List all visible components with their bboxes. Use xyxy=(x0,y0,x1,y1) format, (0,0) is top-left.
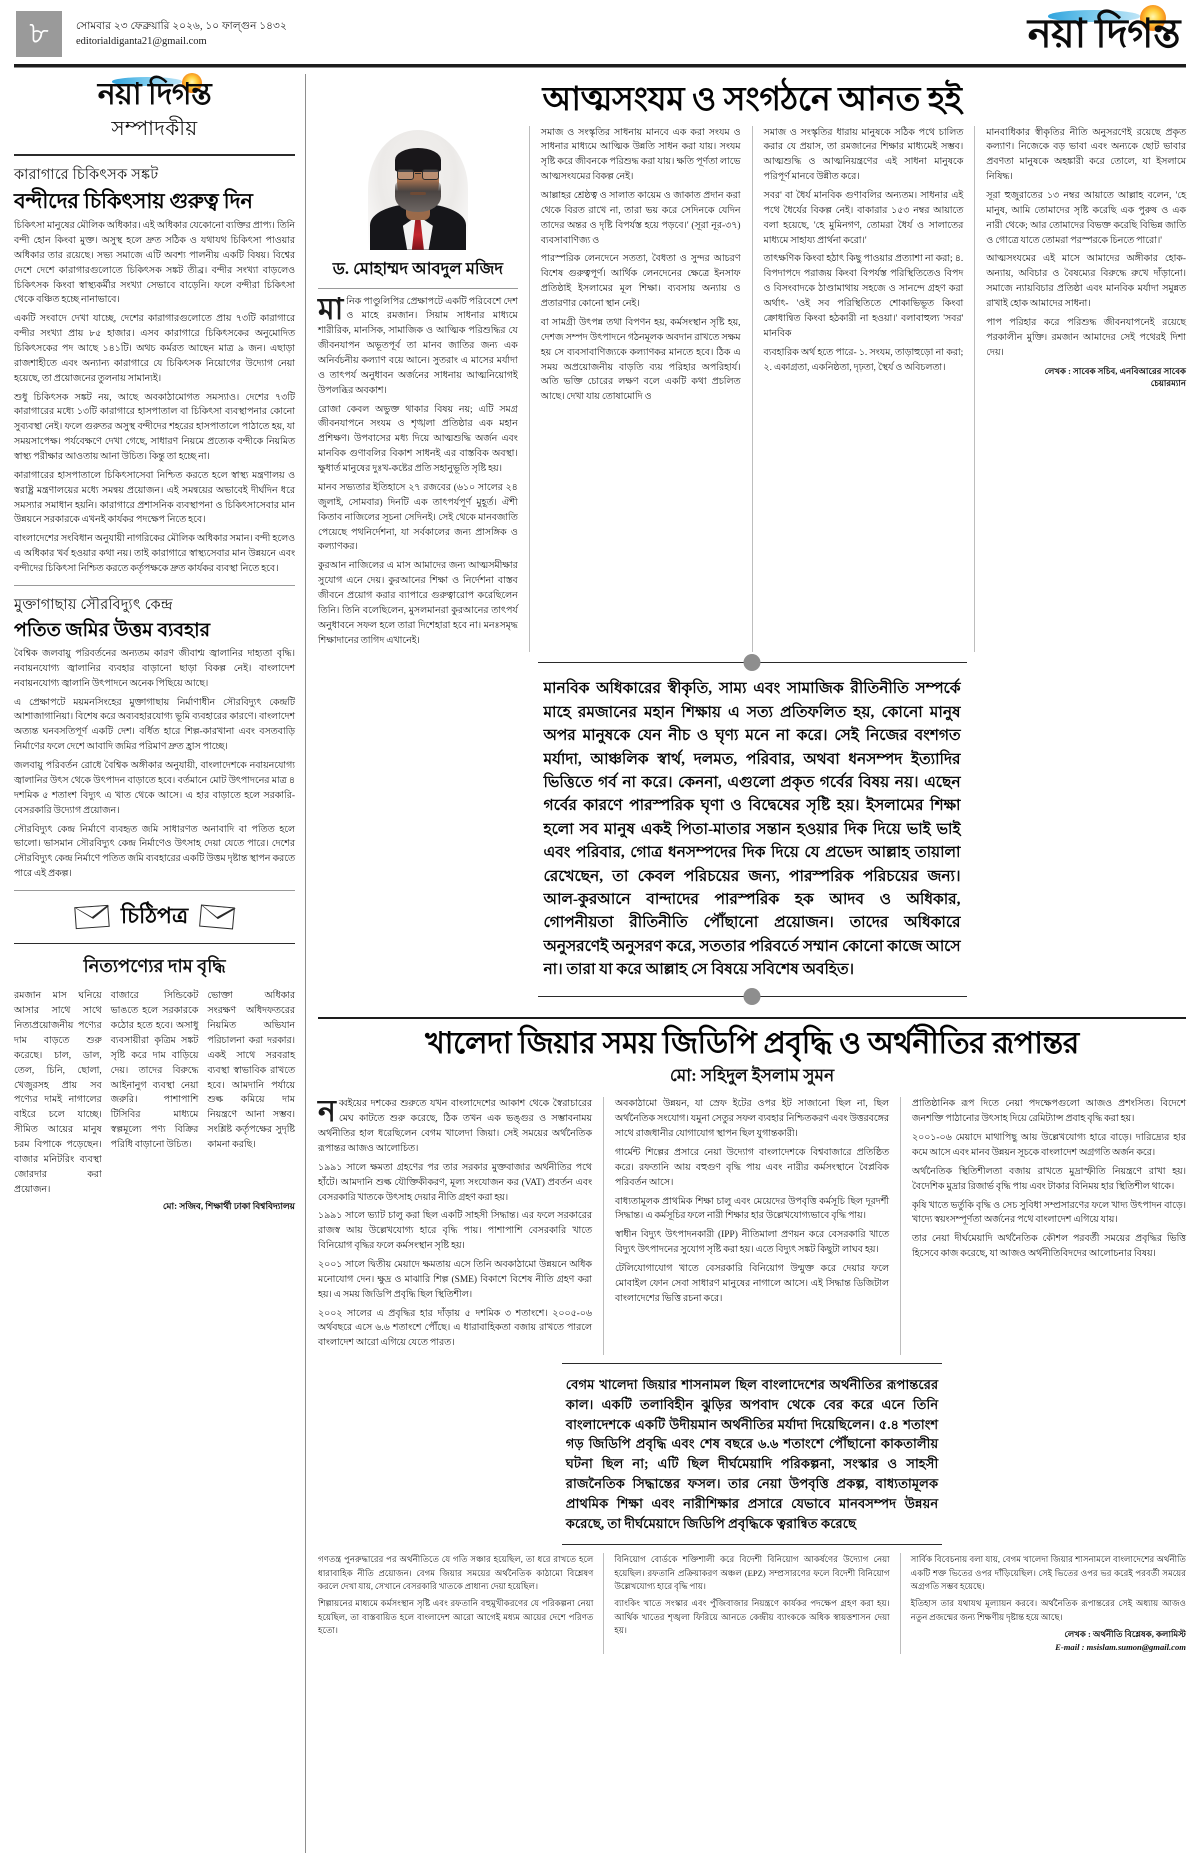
masthead-meta xyxy=(76,19,1028,49)
paragraph: বাংলাদেশের সংবিধান অনুযায়ী নাগরিকের মৌলিক অধিকার সমান। বন্দী হলেও এ অধিকার খর্ব হওয়ার কথা নয়। তাই কারাগারে স্বাস্থ্যসেবার মান উন্নয়নে এবং বন্দীদের চিকিৎসা নিশ্চিত করতে কর্তৃপক্ষকে দ্রুত কার্যকর ব্যবস্থা নিতে হবে। xyxy=(14,534,295,575)
paragraph: কুরআন নাজিলের এ মাস আমাদের জন্য আত্মসমীক্ষার সুযোগ এনে দেয়। কুরআনের শিক্ষা ও নির্দেশনা বাস্তব জীবনে প্রয়োগ করার ব্যাপারে গুরুত্বারোপ করেছিলেন তিনি। তিনি বলেছিলেন, মুসলমানরা কুরআনের তাৎপর্য অনুধাবনে সফল হলে তারা দিশেহারা হবে না। মনঃসমৃদ্ধ শিক্ষাদানের তাগিদ এখানেই। xyxy=(318,561,518,646)
credit-line: লেখক : অর্থনীতি বিশ্লেষক, কলামিস্ট xyxy=(1064,1629,1186,1640)
article-2-bottom-body-2 xyxy=(614,1553,889,1637)
letter-signature: মো: সজিব, শিক্ষার্থী ঢাকা বিশ্ববিদ্যালয় xyxy=(162,1201,295,1212)
letter-column-2: বাজারে সিন্ডিকেট ভাঙতে হলে সরকারকে কঠোর হতে হবে। অসাধু ব্যবসায়ীরা কৃত্রিম সঙ্কট সৃষ্টি করে দাম বাড়িয়ে দেয়। তাদের বিরুদ্ধে আইনানুগ ব্যবস্থা নেয়া জরুরি। পাশাপাশি টিসিবির মাধ্যমে স্বল্পমূল্যে পণ্য বিক্রির পরিধি বাড়ানো উচিত। xyxy=(110,991,199,1151)
paragraph: সৌরবিদ্যুৎ কেন্দ্র নির্মাণে ব্যবহৃত জমি সাধারণত অনাবাদি বা পতিত হলে ভালো। ভাসমান সৌরবিদ্যুৎ কেন্দ্র নির্মাণেও উৎসাহ দেয়া যেতে পারে। দেশের সৌরবিদ্যুৎ কেন্দ্র নির্মাণে পতিত জমি ব্যবহারের একটি উত্তম দৃষ্টান্ত স্থাপন করতে পারে এই প্রকল্প। xyxy=(14,824,295,880)
article-2-credit xyxy=(911,1628,1186,1654)
page-number-badge xyxy=(16,11,62,57)
masthead xyxy=(0,0,1200,62)
letters-columns xyxy=(14,989,295,1197)
letters-divider xyxy=(14,890,295,891)
page-number: ৮ xyxy=(29,17,49,50)
article-1-author: ড. মোহাম্মদ আবদুল মজিদ xyxy=(332,258,504,278)
article-1-body-4 xyxy=(986,126,1186,361)
naya-diganta-logo[interactable] xyxy=(1027,11,1180,56)
article-2-quote-row xyxy=(318,1355,1186,1553)
articles-column xyxy=(306,74,1186,1853)
article-1-quote-row xyxy=(318,652,1186,1006)
editorial-section-label: সম্পাদকীয় xyxy=(111,118,198,140)
letter-column-3: ভোক্তা অধিকার সংরক্ষণ অধিদফতরের নিয়মিত অভিযান পরিচালনা করা দরকার। একই সাথে সরবরাহ ব্যবস্থা স্বাভাবিক রাখতে হবে। আমদানি পর্যায়ে শুল্ক কমিয়ে দাম নিয়ন্ত্রণে আনা সম্ভব। সংশ্লিষ্ট কর্তৃপক্ষের সুদৃষ্টি কামনা করছি। xyxy=(207,991,296,1151)
pullquote-text: মানবিক অধিকারের স্বীকৃতি, সাম্য এবং সামাজিক রীতিনীতি সম্পর্কে মাহে রমজানের মহান শিক্ষায় এ সত্য প্রতিফলিত হয়, কোনো মানুষ অপর মানুষকে যেন নীচ ও ঘৃণ্য মনে না করে। সেই নিজের বংশগত মর্যাদা, আঞ্চলিক স্বার্থ, দলমত, পরিবার, অথবা ধনসম্পদ ইত্যাদির ভিত্তিতে গর্ব না করে। কেননা, এগুলো প্রকৃত গর্বের বিষয় নয়। এছেন গর্বের কারণে পারস্পরিক ঘৃণা ও বিদ্বেষের সৃষ্টি হয়। ইসলামের শিক্ষা হলো সব মানুষ একই পিতা-মাতার সন্তান হওয়ার দিক দিয়ে ভাই ভাই এবং পরিবার, গোত্র ধনসম্পদের দিক দিয়ে যে প্রভেদ আল্লাহ তায়ালা রেখেছেন, তা কেবল পরিচয়ের জন্য, পারস্পরিক পরিচয়ের জন্য। আল-কুরআনে বান্দাদের পারস্পরিক হক আদব ও অধিকার, গোপনীয়তা রীতিনীতি পৌঁছানো প্রয়োজন। তাদের অধিকারে অনুসরণেই অনুসরণ করে, সততার পরিবর্তে সম্মান কোনো কাজে আসে না। তারা যা করে আল্লাহ সে বিষয়ে সবিশেষ অবহিত। xyxy=(543,680,961,979)
article-2-bottom-body-3 xyxy=(911,1553,1186,1624)
editorial-logo xyxy=(98,80,211,110)
letter-column-1: রমজান মাস ঘনিয়ে আসার সাথে সাথে নিত্যপ্রয়োজনীয় পণ্যের দাম বাড়তে শুরু করেছে। চাল, ডাল, তেল, চিনি, ছোলা, খেজুরসহ প্রায় সব পণ্যের দামই নাগালের বাইরে চলে যাচ্ছে। সীমিত আয়ের মানুষ চরম বিপাকে পড়েছেন। বাজার মনিটরিং ব্যবস্থা জোরদার করা প্রয়োজন। xyxy=(14,991,102,1195)
editorial-item-divider xyxy=(14,585,295,586)
article-2 xyxy=(318,1019,1186,1654)
paragraph: তাৎক্ষণিক কিংবা হঠাৎ কিছু পাওয়ার প্রত্যাশা না করা; ৪. বিপদাপদে পরাজয় কিংবা বিপর্যস্ত পরিস্থিতিতেও বিপদ ও বিসংবাদকে ঠাণ্ডামাথায় সহজে ও সানন্দে গ্রহণ করা অর্থাৎ- 'ওই সব পরিস্থিতিতে শোকাভিভূত কিংবা ক্রোধান্বিত কিংবা হঠকারী না হওয়া।' বলাবাহুল্য 'সবর' মানবিক xyxy=(763,254,964,339)
editorial-body-1 xyxy=(14,219,295,577)
logo-wordmark: নয়া দিগন্ত xyxy=(1027,11,1180,56)
paragraph: গার্মেন্ট শিল্পের প্রসারে নেয়া উদ্যোগ বাংলাদেশকে বিশ্ববাজারে প্রতিষ্ঠিত করে। রফতানি আয় বহুগুণ বৃদ্ধি পায় এবং নারীর কর্মসংস্থানে বৈপ্লবিক পরিবর্তন আসে। xyxy=(615,1147,889,1188)
editorial-brand xyxy=(14,74,295,112)
paragraph: চিকিৎসা মানুষের মৌলিক অধিকার। এই অধিকার যেকোনো ব্যক্তির প্রাপ্য। তিনি বন্দী হোন কিংবা মুক্ত। অসুস্থ হলে দ্রুত সঠিক ও যথাযথ চিকিৎসা পাওয়ার অধিকার তার রয়েছে। সভ্য সমাজে এটি অবশ্য পালনীয় একটি বিষয়। বিশ্বের দেশে দেশে কারাগারগুলোতে চিকিৎসক সঙ্কট তীব্র। বন্দীর সংখ্যা বাড়লেও চিকিৎসক কিংবা স্বাস্থ্যকর্মীর সংখ্যা সেভাবে বাড়েনি। ফলে বন্দীরা চিকিৎসা থেকে বঞ্চিত হচ্ছে নানাভাবে। xyxy=(14,221,295,306)
article-1-column-2 xyxy=(529,126,741,653)
article-1-top-columns xyxy=(318,126,1186,653)
paragraph: গণতন্ত্র পুনরুদ্ধারের পর অর্থনীতিতে যে গতি সঞ্চার হয়েছিল, তা ধরে রাখতে হলে ধারাবাহিক নীতি প্রয়োজন। বেগম জিয়ার সময়ের অর্থনৈতিক কাঠামো বিশ্লেষণ করলে দেখা যায়, সেখানে বেসরকারি খাতকে প্রাধান্য দেয়া হয়েছিল। xyxy=(318,1554,594,1592)
quote-dot-bottom-icon xyxy=(744,988,761,1005)
article-1-column-1 xyxy=(318,126,518,653)
paragraph: নব্বইয়ের দশকের শুরুতে যখন বাংলাদেশের আকাশ থেকে স্বৈরাচারের মেঘ কাটতে শুরু করেছে, ঠিক তখন এক ভঙ্গুর ও সম্ভাবনাময় অর্থনীতির হাল ধরেছিলেন বেগম খালেদা জিয়া। সেই সময়ের অর্থনৈতিক রূপান্তর আজও আলোচিত। xyxy=(318,1095,592,1154)
article-2-body-3 xyxy=(912,1097,1186,1262)
article-2-pullquote xyxy=(562,1363,942,1545)
paragraph: ২০০১-০৬ মেয়াদে মাথাপিছু আয় উল্লেখযোগ্য হারে বাড়ে। দারিদ্র্যের হার কমে আসে এবং মানব উন্নয়ন সূচকে বাংলাদেশ অগ্রগতি অর্জন করে। xyxy=(912,1133,1186,1158)
paragraph: কৃষি খাতে ভর্তুকি বৃদ্ধি ও সেচ সুবিধা সম্প্রসারণের ফলে খাদ্য উৎপাদন বাড়ে। খাদ্যে স্বয়ংসম্পূর্ণতা অর্জনের পথে বাংলাদেশ এগিয়ে যায়। xyxy=(912,1200,1186,1226)
article-1 xyxy=(318,74,1186,1007)
paragraph: শুধু চিকিৎসক সঙ্কট নয়, আছে অবকাঠামোগত সমস্যাও। দেশের ৭৩টি কারাগারের মধ্যে ১৩টি কারাগারে হাসপাতাল বা চিকিৎসা ব্যবস্থাপনার কোনো সুব্যবস্থা নেই। ফলে গুরুতর অসুস্থ বন্দীদের শহরের হাসপাতালে পাঠাতে হয়, যা সময়সাপেক্ষ। পর্যবেক্ষণে দেখা গেছে, সাধারণ নিয়মে প্রত্যেক বন্দীকে নিয়মিত স্বাস্থ্য পরীক্ষার আওতায় আনা উচিত। কিন্তু তা হচ্ছে না। xyxy=(14,392,295,462)
paragraph: ১৯৯১ সালে ভ্যাট চালু করা ছিল একটি সাহসী সিদ্ধান্ত। এর ফলে সরকারের রাজস্ব আয় উল্লেখযোগ্য হারে বৃদ্ধি পায়। পাশাপাশি বেসরকারি খাতে বিনিয়োগ বৃদ্ধির ফলে কর্মসংস্থান সৃষ্টি হয়। xyxy=(318,1211,592,1252)
editorial-headline[interactable]: বন্দীদের চিকিৎসায় গুরুত্ব দিন xyxy=(14,188,253,213)
paragraph: ইতিহাস তার যথাযথ মূল্যায়ন করবে। অর্থনৈতিক রূপান্তরের সেই অধ্যায় আজও নতুন প্রজন্মের জন্য শিক্ষণীয় দৃষ্টান্ত হয়ে আছে। xyxy=(910,1598,1186,1622)
credit-email[interactable]: E-mail : msislam.sumon@gmail.com xyxy=(1055,1641,1186,1652)
paragraph: বিনিয়োগ বোর্ডকে শক্তিশালী করে বিদেশী বিনিয়োগ আকর্ষণের উদ্যোগ নেয়া হয়েছিল। রফতানি প্রক্রিয়াকরণ অঞ্চল (EPZ) সম্প্রসারণের ফলে বিদেশী বিনিয়োগ উল্লেখযোগ্য হারে বৃদ্ধি পায়। xyxy=(614,1554,890,1592)
paragraph: টেলিযোগাযোগ খাতে বেসরকারি বিনিয়োগ উন্মুক্ত করে দেয়ার ফলে মোবাইল ফোন সেবা সাধারণ মানুষের নাগালে আসে। এই সিদ্ধান্ত ডিজিটাল বাংলাদেশের ভিত্তি রচনা করে। xyxy=(615,1263,889,1304)
editorial-item-2 xyxy=(14,594,295,882)
quote-dot-top-icon xyxy=(744,654,761,671)
paragraph: প্রাতিষ্ঠানিক রূপ দিতে নেয়া পদক্ষেপগুলো আজও প্রশংসিত। বিদেশে জনশক্তি পাঠানোর উৎসাহ দিয়ে রেমিট্যান্স প্রবাহ বৃদ্ধি করা হয়। xyxy=(912,1099,1186,1125)
article-2-bottom-column-3 xyxy=(900,1553,1186,1653)
article-2-body-2 xyxy=(615,1097,889,1306)
paragraph: বা সামগ্রী উৎপন্ন তথা বিপণন হয়, কর্মসংস্থান সৃষ্টি হয়, দেশজ সম্পদ উৎপাদনে গঠনমূলক অবদান রাখতে সক্ষম হয় সে ব্যবসাবাণিজ্যকে কল্যাণকর মানতে হবে। ঠিক এ সময় অপ্রয়োজনীয় বাড়তি ব্যয় পরিহার অপরিহার্য। অতি ভক্তি চোরের লক্ষণ বলে একটি কথা প্রচলিত আছে। দেখা যায় তোষামোদি ও xyxy=(540,317,741,403)
paragraph: পারস্পরিক লেনদেনে সততা, বৈধতা ও সুন্দর আচরণ বিশেষ গুরুত্বপূর্ণ। আর্থিক লেনদেনের ক্ষেত্রে ইনসাফ প্রতিষ্ঠাই ইসলামের মূল শিক্ষা। ব্যবসায় অন্যায় ও প্রতারণার কোনো স্থান নেই। xyxy=(540,254,741,310)
mouth-shape xyxy=(410,192,426,195)
letters-rule xyxy=(14,943,295,945)
envelope-icon xyxy=(199,905,235,930)
paragraph: আত্মসংযমের এই মাসে আমাদের অঙ্গীকার হোক- অন্যায়, অবিচার ও বৈষম্যের বিরুদ্ধে রুখে দাঁড়ানো। সমাজে ন্যায়বিচার প্রতিষ্ঠা এবং মানবিক মর্যাদা সমুন্নত রাখাই হোক আমাদের সাধনা। xyxy=(986,254,1186,310)
paragraph: ২০০১ সালে দ্বিতীয় মেয়াদে ক্ষমতায় এসে তিনি অবকাঠামো উন্নয়নে অধিক মনোযোগ দেন। ক্ষুদ্র ও মাঝারি শিল্প (SME) বিকাশে বিশেষ নীতি গ্রহণ করা হয়। এ সময় জিডিপি প্রবৃদ্ধি ছিল স্থিতিশীল। xyxy=(318,1259,592,1300)
publication-date: সোমবার ২৩ ফেব্রুয়ারি ২০২৬, ১০ ফাল্গুন ১৪৩২ xyxy=(76,20,287,32)
paragraph: পাপ পরিহার করে পরিশুদ্ধ জীবনযাপনেই রয়েছে পরকালীন মুক্তি। রমজান আমাদের সেই পথেরই দিশা দেয়। xyxy=(986,317,1186,358)
paragraph: ব্যাংকিং খাতে সংস্কার এবং পুঁজিবাজার নিয়ন্ত্রণে কার্যকর পদক্ষেপ গ্রহণ করা হয়। আর্থিক খাতের শৃঙ্খলা ফিরিয়ে আনতে কেন্দ্রীয় ব্যাংককে অধিক স্বায়ত্তশাসন দেয়া হয়। xyxy=(614,1598,890,1636)
paragraph: এ প্রেক্ষাপটে ময়মনসিংহের মুক্তাগাছায় নির্মাণাধীন সৌরবিদ্যুৎ কেন্দ্রটি আশাজাগানিয়া। বিশেষ করে অব্যবহারযোগ্য ভূমি ব্যবহারের কারণে। বাংলাদেশ অত্যন্ত ঘনবসতিপূর্ণ একটি দেশ। বর্ধিত হারে শিল্প-কারখানা এবং বসতবাড়ি নির্মাণের ফলে দেশে আবাদি জমির পরিমাণ দ্রুত হ্রাস পাচ্ছে। xyxy=(14,697,295,753)
paragraph: ১৯৯১ সালে ক্ষমতা গ্রহণের পর তার সরকার মুক্তবাজার অর্থনীতির পথে হাঁটে। আমদানি শুল্ক যৌক্তিকীকরণ, মূল্য সংযোজন কর (VAT) প্রবর্তন এবং বেসরকারি খাতকে উৎসাহ দেয়ার নীতি গ্রহণ করা হয়। xyxy=(318,1162,592,1203)
paragraph: বৈশ্বিক জলবায়ু পরিবর্তনের অন্যতম কারণ জীবাশ্ম জ্বালানির দাহ্যতা বৃদ্ধি। নবায়নযোগ্য জ্বালানির ব্যবহার বাড়ানো ছাড়া বিকল্প নেই। বাংলাদেশ নবায়নযোগ্য জ্বালানি উৎপাদনে অনেক পিছিয়ে আছে। xyxy=(14,649,295,689)
article-1-headline[interactable]: আত্মসংযম ও সংগঠনে আনত হই xyxy=(542,82,962,118)
paragraph: অবকাঠামো উন্নয়ন, যা স্রেফ ইটের ওপর ইট সাজানো ছিল না, ছিল অর্থনৈতিক সংযোগ। যমুনা সেতুর সফল ব্যবহার নিশ্চিতকরণ এবং উত্তরবঙ্গের সাথে রাজধানীর যোগাযোগ স্থাপন ছিল যুগান্তকারী। xyxy=(615,1099,889,1140)
paragraph: অর্থনৈতিক স্থিতিশীলতা বজায় রাখতে মুদ্রাস্ফীতি নিয়ন্ত্রণে রাখা হয়। বৈদেশিক মুদ্রার রিজার্ভ বৃদ্ধি পায় এবং টাকার বিনিময় হার স্থিতিশীল থাকে। xyxy=(912,1166,1186,1192)
paragraph: সবর' বা ধৈর্য মানবিক গুণাবলির অন্যতম। সাধনার এই পথে ধৈর্যের বিকল্প নেই। বাকারার ১৫৩ নম্বর আয়াতে বলা হয়েছে, 'হে মুমিনগণ, তোমরা ধৈর্য ও সালাতের মাধ্যমে সাহায্য প্রার্থনা করো।' xyxy=(763,191,964,246)
article-2-top-columns xyxy=(318,1097,1186,1355)
article-1-body-1 xyxy=(318,292,518,649)
paragraph: তার নেয়া দীর্ঘমেয়াদি অর্থনৈতিক কৌশল পরবর্তী সময়ের প্রবৃদ্ধির ভিত্তি হিসেবে কাজ করেছে, যা আজও অর্থনীতিবিদদের আলোচনার বিষয়। xyxy=(912,1234,1186,1260)
paragraph: মানবাধিকার স্বীকৃতির নীতি অনুসরণেই রয়েছে প্রকৃত কল্যাণ। নিজেকে বড় ভাবা এবং অন্যকে ছোট ভাবার প্রবণতা মানুষকে অহঙ্কারী করে তোলে, যা ইসলামে নিষিদ্ধ। xyxy=(986,127,1186,183)
letters-headline[interactable]: নিত্যপণ্যের দাম বৃদ্ধি xyxy=(83,956,226,977)
editorial-item-1 xyxy=(14,164,295,577)
editorial-overline: কারাগারে চিকিৎসক সঙ্কট xyxy=(14,166,159,183)
article-2-bottom-column-1 xyxy=(318,1553,593,1653)
paragraph: স্বাধীন বিদ্যুৎ উৎপাদনকারী (IPP) নীতিমালা প্রণয়ন করে বেসরকারি খাতে বিদ্যুৎ উৎপাদনের সুযোগ সৃষ্টি করা হয়। এতে বিদ্যুৎ সঙ্কট কিছুটা লাঘব হয়। xyxy=(615,1230,889,1256)
article-1-pullquote xyxy=(538,662,967,996)
paragraph: শিল্পায়নের মাধ্যমে কর্মসংস্থান সৃষ্টি এবং রফতানি বহুমুখীকরণের যে পরিকল্পনা নেয়া হয়েছিল, তা বাস্তবায়িত হলে বাংলাদেশ আরো আগেই মধ্যম আয়ের দেশে পরিণত হতো। xyxy=(318,1598,594,1636)
editorial-column xyxy=(14,74,306,1853)
pullquote-text: বেগম খালেদা জিয়ার শাসনামল ছিল বাংলাদেশের অর্থনীতির রূপান্তরের কাল। একটি তলাবিহীন ঝুড়ির অপবাদ থেকে বের করে এনে তিনি বাংলাদেশকে একটি উদীয়মান অর্থনীতির মর্যাদা দিয়েছিলেন। ৫.৪ শতাংশ গড় জিডিপি প্রবৃদ্ধি এবং শেষ বছরে ৬.৬ শতাংশে পৌঁছানো কাকতালীয় ঘটনা ছিল না; এটি ছিল দীর্ঘমেয়াদি পরিকল্পনা, সংস্কার ও সাহসী রাজনৈতিক সিদ্ধান্তের ফসল। তার নেয়া উপবৃত্তি প্রকল্প, বাধ্যতামূলক প্রাথমিক শিক্ষা এবং নারীশিক্ষার প্রসারে যেভাবে মানবসম্পদ উন্নয়ন করেছে, তা দীর্ঘমেয়াদে জিডিপি প্রবৃদ্ধিকে ত্বরান্বিত করেছে xyxy=(565,1377,939,1531)
author-photo xyxy=(362,126,474,250)
article-1-column-3 xyxy=(752,126,964,653)
paragraph: রোজা কেবল অভুক্ত থাকার বিষয় নয়; এটি সমগ্র জীবনযাপনে সংযম ও শৃঙ্খলা প্রতিষ্ঠার এক মহান প্রশিক্ষণ। উপবাসের মধ্য দিয়ে আত্মশুদ্ধি অর্জন এবং মানবিক গুণাবলির বিকাশ সাধনই এর বাস্তবিক অবস্থা। ক্ষুধার্ত মানুষের দুঃখ-কষ্টের প্রতি সহানুভূতি সৃষ্টি হয়। xyxy=(318,404,518,475)
editorial-email: editorialdiganta21@gmail.com xyxy=(76,36,207,47)
paragraph: সমাজ ও সংস্কৃতির ধারায় মানুষকে সঠিক পথে চালিত করার যে প্রয়াস, তা রমজানের শিক্ষার মাধ্যমেই সম্ভব। আত্মশুদ্ধি ও আত্মনিয়ন্ত্রণের এই সাধনা মানুষকে পরিপূর্ণ মানবে উন্নীত করে। xyxy=(763,127,964,183)
portrait-illustration xyxy=(362,126,474,250)
letters-header xyxy=(14,899,295,936)
article-2-bottom-column-2 xyxy=(603,1553,889,1653)
article-1-body-2 xyxy=(541,126,741,405)
article-1-body-3 xyxy=(764,126,964,376)
letters-section-title: চিঠিপত্র xyxy=(120,902,189,928)
paragraph: জলবায়ু পরিবর্তন রোধে বৈশ্বিক অঙ্গীকার অনুযায়ী, বাংলাদেশকে নবায়নযোগ্য জ্বালানির উৎস থেকে উৎপাদন বাড়াতে হবে। বর্তমানে মোট উৎপাদনের মাত্র ৪ দশমিক ৫ শতাংশ বিদ্যুৎ এ খাত থেকে আসে। এ হার বাড়াতে হলে সরকারি-বেসরকারি উদ্যোগ প্রয়োজন। xyxy=(14,761,295,816)
paragraph: ২০০২ সালের এ প্রবৃদ্ধির হার দাঁড়ায় ৫ দশমিক ৩ শতাংশে। ২০০৫-০৬ অর্থবছরে এসে ৬.৬ শতাংশে পৌঁছে। এ ধারাবাহিকতা বজায় রাখতে পারলে বাংলাদেশ আরো এগিয়ে যেতে পারত। xyxy=(318,1308,592,1349)
editorial-divider xyxy=(14,154,295,156)
editorial-headline[interactable]: পতিত জমির উত্তম ব্যবহার xyxy=(14,619,211,641)
article-2-author: মো: সহিদুল ইসলাম সুমন xyxy=(669,1066,835,1086)
letters-section xyxy=(14,899,295,1214)
paragraph: আল্লাহর শ্রেষ্ঠত্ব ও সালাত কায়েম ও জাকাত প্রদান করা থেকে বিরত রাখে না, তারা ভয় করে সেদিনকে যেদিন তাদের অন্তর ও দৃষ্টি বিপর্যস্ত হয়ে পড়বে।' (সূরা নূর-৩৭) ব্যবসাবাণিজ্য ও xyxy=(540,191,741,246)
eyeglasses-icon xyxy=(395,169,441,180)
paragraph: সূরা হুজুরাতের ১৩ নম্বর আয়াতে আল্লাহ বলেন, 'হে মানুষ, আমি তোমাদের সৃষ্টি করেছি এক পুরুষ ও এক নারী থেকে; আর তোমাদের বিভক্ত করেছি বিভিন্ন জাতি ও গোত্রে যাতে তোমরা পরস্পরকে চিনতে পারো।' xyxy=(986,191,1186,246)
paragraph: কারাগারের হাসপাতালে চিকিৎসাসেবা নিশ্চিত করতে হলে স্বাস্থ্য মন্ত্রণালয় ও স্বরাষ্ট্র মন্ত্রণালয়ের মধ্যে সমন্বয় প্রয়োজন। এই সমন্বয়ের অভাবেই দীর্ঘদিন ধরে সমস্যার সমাধান হয়নি। কারাগারে প্রশাসনিক ব্যবস্থাপনা ও চিকিৎসাসেবার মান উন্নয়নে সরকারকে এখনই কার্যকর পদক্ষেপ নিতে হবে। xyxy=(14,470,295,526)
article-2-column-1 xyxy=(318,1097,592,1355)
beard-shape xyxy=(395,180,441,212)
author-block xyxy=(318,126,518,289)
envelope-icon xyxy=(74,905,109,929)
paragraph: মানিক পাণ্ডুলিপির প্রেক্ষাপটে একটি পরিবেশে দেশ ও মাহে রমজান। সিয়াম সাধনার মাধ্যমে শারীরিক, মানসিক, সামাজিক ও আত্মিক পরিশুদ্ধির যে জীবনযাপন অভূতপূর্ব তা মানব জাতির জন্য এক অনির্বচনীয় কল্যাণ বয়ে আনে। সুতরাং এ মাসের মর্যাদা ও তাৎপর্য অনুধাবন অর্জনের সাধনায় আত্মনিয়োগই উপলব্ধির অবকাশ। xyxy=(318,292,518,396)
editorial-body-2 xyxy=(14,647,295,882)
article-2-column-2 xyxy=(603,1097,889,1355)
article-2-headline[interactable]: খালেদা জিয়ার সময় জিডিপি প্রবৃদ্ধি ও অর্থনীতির রূপান্তর xyxy=(425,1026,1079,1060)
article-2-column-3 xyxy=(900,1097,1186,1355)
author-rule xyxy=(318,288,518,289)
article-1-credit xyxy=(986,365,1186,391)
credit-line: চেয়ারম্যান xyxy=(1150,378,1186,389)
credit-line: লেখক : সাবেক সচিব, এনবিআরের সাবেক xyxy=(1044,365,1186,376)
paragraph: ব্যবহারিক অর্থ হতে পারে- ১. সংযম, তাড়াহুড়ো না করা; ২. একাগ্রতা, একনিষ্ঠতা, দৃঢ়তা, স্থৈর্য ও অবিচলতা। xyxy=(763,347,964,373)
paragraph: বাধ্যতামূলক প্রাথমিক শিক্ষা চালু এবং মেয়েদের উপবৃত্তি কর্মসূচি ছিল দূরদর্শী সিদ্ধান্ত। এ কর্মসূচির ফলে নারী শিক্ষার হার উল্লেখযোগ্যভাবে বৃদ্ধি পায়। xyxy=(615,1196,889,1222)
masthead-logo[interactable] xyxy=(1027,11,1184,56)
page-body xyxy=(0,68,1200,1863)
article-2-bottom-body-1 xyxy=(318,1553,593,1637)
editorial-logo-wordmark: নয়া দিগন্ত xyxy=(97,78,212,111)
article-2-body-1 xyxy=(318,1097,592,1351)
paragraph: একটি সংবাদে দেখা যাচ্ছে, দেশের কারাগারগুলোতে প্রায় ৭৩টি কারাগারে বন্দীর সংখ্যা প্রায় ৮৫ হাজার। এসব কারাগারে চিকিৎসকের অনুমোদিত চিকিৎসকের পদ আছে ১৪১টি। অথচ কর্মরত আছেন মাত্র ৯ জন। এছাড়া রাজশাহীতে এবং অন্যান্য কারাগারে যে চিকিৎসক নিয়োগের উদ্যোগ নেয়া হয়েছে, তা প্রয়োজনের তুলনায় সামান্যই। xyxy=(14,314,295,384)
article-1-column-4 xyxy=(974,126,1186,653)
paragraph: সমাজ ও সংস্কৃতির সাধনায় মানবে এক করা সংযম ও সাধনার মাধ্যমে আত্মিক উন্নতি সাধন করা যায়। সংযম সৃষ্টি করে জীবনকে পরিশুদ্ধ করা যায়। ক্ষতি পূর্ণতা লাভে আত্মসংযমের বিকল্প নেই। xyxy=(540,127,741,183)
article-2-bottom-columns xyxy=(318,1553,1186,1653)
editorial-overline: মুক্তাগাছায় সৌরবিদ্যুৎ কেন্দ্র xyxy=(14,596,173,613)
paragraph: মানব সভ্যতার ইতিহাসে ২৭ রজবের (৬১০ সালের ২৪ জুলাই, সোমবার) দিনটি এক তাৎপর্যপূর্ণ মুহূর্ত। ঐশী কিতাব নাজিলের সূচনা সেদিনই। সেই থেকে মানবজাতি পেয়েছে পথনির্দেশনা, যা সর্বকালের জন্য প্রাসঙ্গিক ও কল্যাণকর। xyxy=(318,482,518,553)
paragraph: সার্বিক বিবেচনায় বলা যায়, বেগম খালেদা জিয়ার শাসনামলে বাংলাদেশের অর্থনীতি একটি শক্ত ভিতের ওপর দাঁড়িয়েছিল। সেই ভিতের ওপর ভর করেই পরবর্তী সময়ের অগ্রগতি সম্ভব হয়েছে। xyxy=(910,1554,1186,1592)
